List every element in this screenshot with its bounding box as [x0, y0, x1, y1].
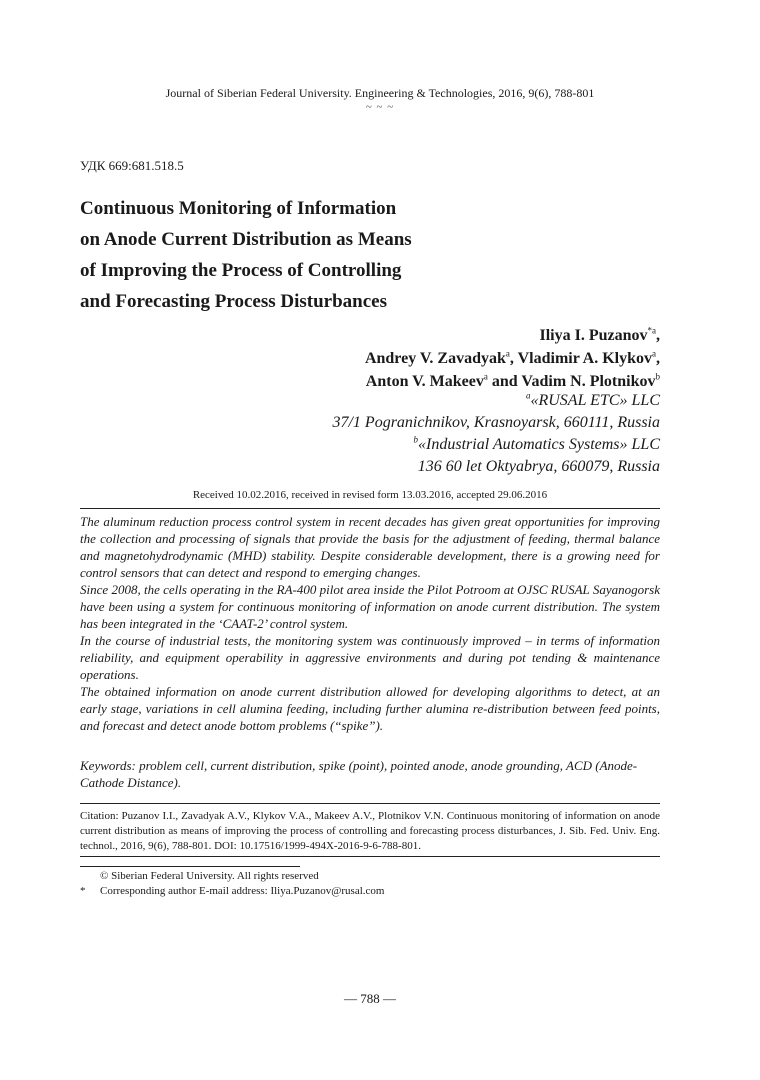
title-line: of Improving the Process of Controlling [80, 260, 402, 281]
abstract [80, 513, 660, 734]
citation: Citation: Puzanov I.I., Zavadyak A.V., Klykov V.A., Makeev A.V., Plotnikov V.N. Continuous monitoring of information on anode current distribution as means of improving the process of controlling and forecasting process disturbances, J. Sib. Fed. Univ. Eng. technol., 2016, 9(6), 788-801. DOI: 10.17516/1999-494X-2016-9-6-788-801. [80, 810, 660, 852]
author-line: Iliya I. Puzanov$^{*a}$, [539, 325, 660, 344]
page-number: — 788 — [344, 991, 396, 1006]
abstract-paragraph: Since 2008, the cells operating in the RA-400 pilot area inside the Pilot Potroom at OJSC RUSAL Sayanogorsk have been using a system for continuous monitoring of information on anode current distribution. The system has been integrated in the ‘CAAT-2’ control system. [80, 582, 660, 631]
title-line: Continuous Monitoring of Information [80, 198, 397, 219]
author-affiliation-mark: b [655, 371, 660, 382]
journal-header: Journal of Siberian Federal University. Engineering & Technologies, 2016, 9(6), 788-801 [165, 86, 595, 100]
footnotes [80, 869, 384, 899]
footnote-star: * [80, 885, 86, 897]
title-line: on Anode Current Distribution as Means [80, 229, 412, 250]
affiliation-address: 37/1 Pogranichnikov, Krasnoyarsk, 660111, Russia [332, 414, 660, 431]
author-name: Andrey V. Zavadyak [364, 350, 506, 367]
author-affiliation-mark: *a [647, 325, 656, 336]
author-affiliation-mark: a [652, 348, 656, 359]
abstract-paragraph: The obtained information on anode current distribution allowed for developing algorithms to detect, at an early stage, variations in cell alumina feeding, including further alumina re-distribution between feed points, and forecast and detect anode bottom problems (“spike”). [80, 684, 660, 733]
article-title [80, 193, 500, 317]
affiliation-address: 136 60 let Oktyabrya, 660079, Russia [417, 458, 660, 475]
udc-code: УДК 669:681.518.5 [80, 158, 184, 173]
abstract-top-divider [80, 508, 660, 509]
copyright-note: © Siberian Federal University. All rights reserved [100, 870, 319, 882]
received-dates: Received 10.02.2016, received in revised form 13.03.2016, accepted 29.06.2016 [192, 489, 548, 501]
author-line: Anton V. Makeev$^a$ and Vadim N. Plotnikov$^b$ [365, 371, 660, 390]
affiliations [332, 390, 660, 478]
affiliation-org: $^a$«RUSAL ETC» LLC [525, 390, 660, 409]
corresponding-author-note: * Corresponding author E-mail address: Iliya.Puzanov@rusal.com [80, 885, 385, 897]
footnote-divider [80, 866, 300, 867]
author-affiliation-mark: a [505, 348, 510, 359]
affiliation-org: $^b$«Industrial Automatics Systems» LLC [413, 434, 660, 453]
author-name: Anton V. Makeev [365, 373, 484, 390]
author-line: Andrey V. Zavadyak$^a$, Vladimir A. Klykov$^a$, [364, 348, 660, 367]
title-line: and Forecasting Process Disturbances [80, 291, 387, 312]
author-list [365, 324, 660, 393]
citation-top-divider [80, 803, 660, 804]
author-name: Vadim N. Plotnikov [521, 373, 656, 390]
abstract-paragraph: In the course of industrial tests, the monitoring system was continuously improved – in terms of information reliability, and equipment operability in aggressive environments and during pot tending & maintenance operations. [80, 633, 660, 682]
author-affiliation-mark: a [483, 371, 488, 382]
citation-bottom-divider [80, 856, 660, 857]
header-ornament: ~ ~ ~ [365, 101, 395, 113]
abstract-paragraph: The aluminum reduction process control system in recent decades has given great opportunities for improving the collection and processing of signals that provide the basis for the adjustment of feeding, thermal balance and magnetohydrodynamic (MHD) stability. Despite considerable development, there is a growing need for control sensors that can detect and respond to emerging changes. [80, 514, 660, 580]
keywords: Keywords: problem cell, current distribution, spike (point), pointed anode, anode grounding, ACD (Anode-Cathode Distance). [80, 758, 638, 790]
author-name: Vladimir A. Klykov [517, 350, 652, 367]
author-name: Iliya I. Puzanov [539, 327, 648, 344]
